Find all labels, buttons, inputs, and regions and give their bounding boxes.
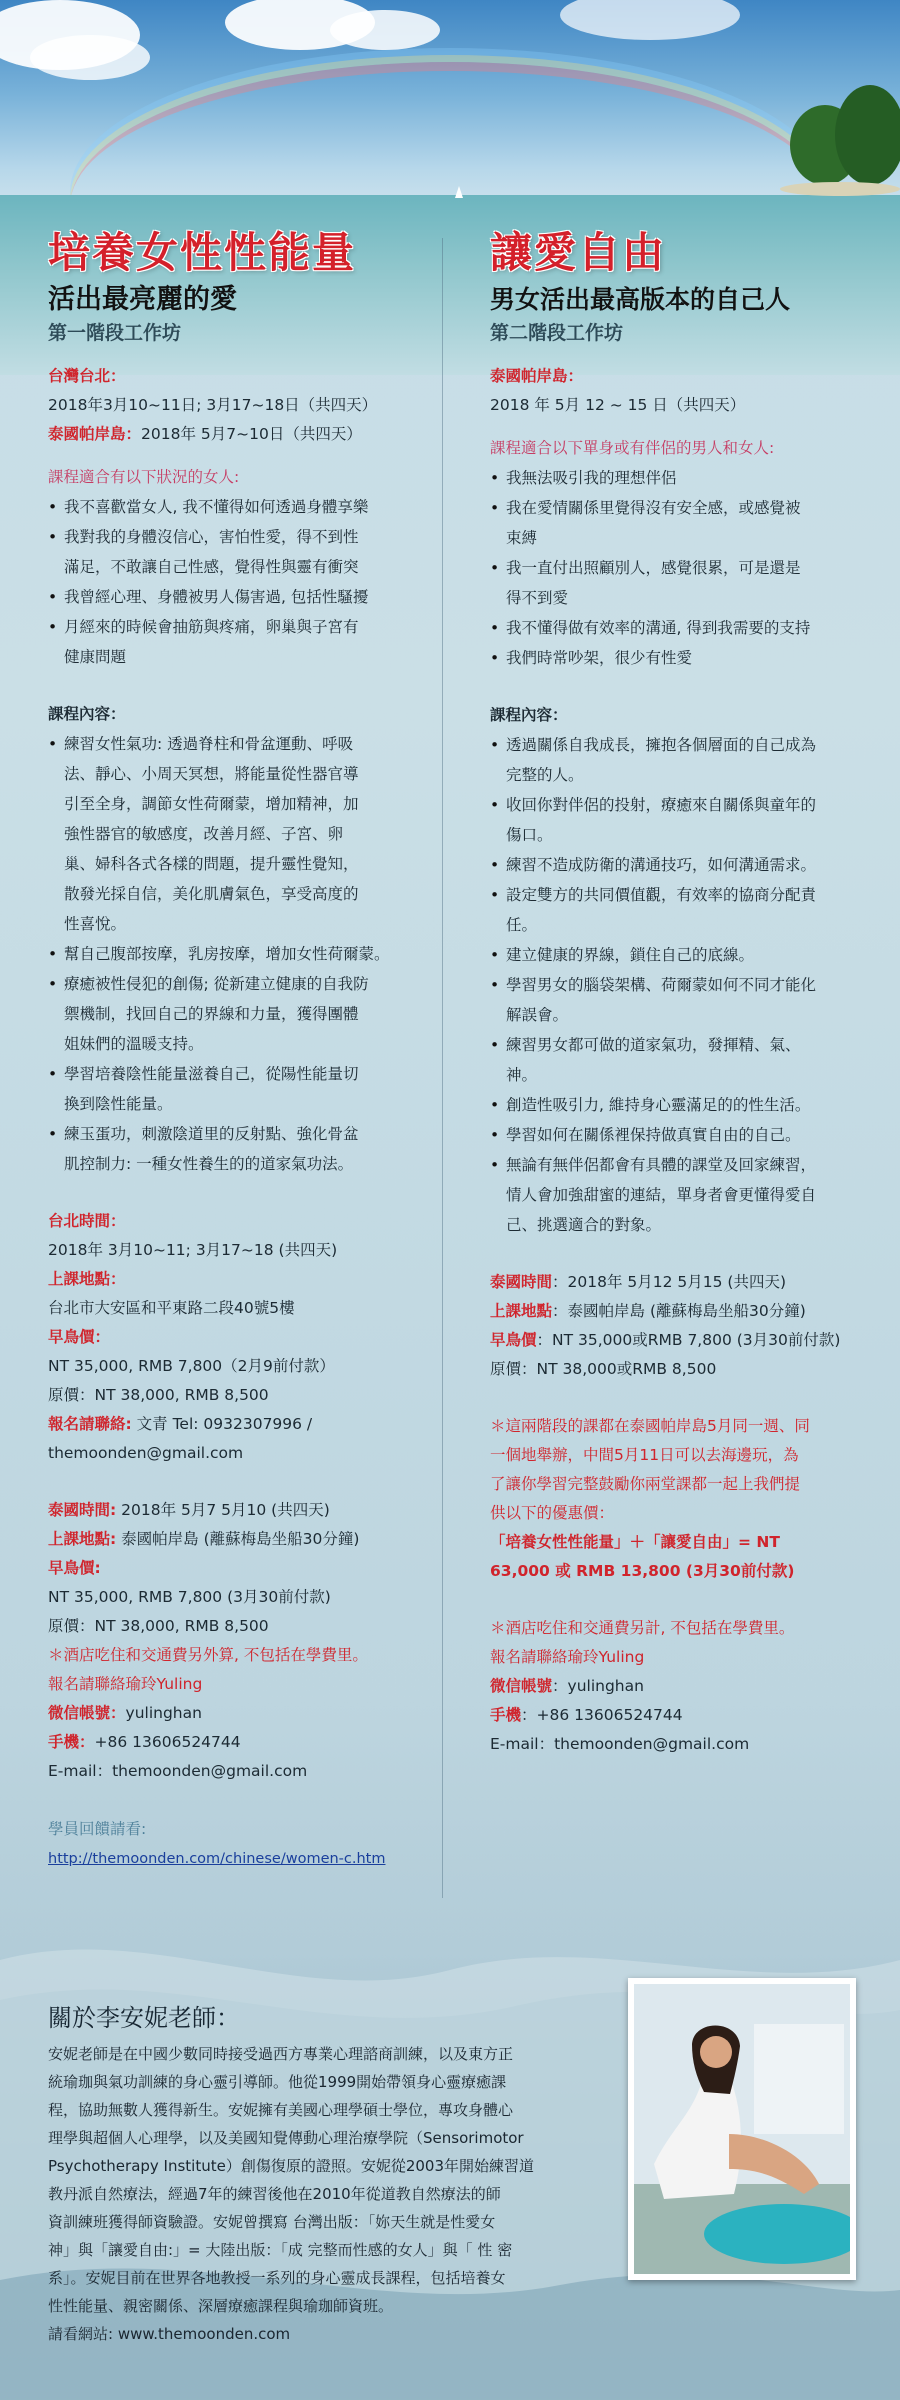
right-schedule-dates: 2018 年 5月 12 ~ 15 日（共四天） [490,396,746,414]
left-stage: 第一階段工作坊 [48,322,182,344]
promo-line: 了讓你學習完整鼓勵你兩堂課都一起上我們提 [490,1475,801,1493]
thailand-place: 泰國帕岸島 (離蘇梅島坐船30分鐘) [121,1530,360,1548]
phone-value: +86 13606524744 [94,1733,241,1751]
teacher-photo [628,1978,856,2280]
right-content-item-line: 透過關係自我成長，擁抱各個層面的自己成為 [506,736,817,754]
thailand-dates: 2018年 5月7~10日（共四天） [141,425,362,443]
about-line: 安妮老師是在中國少數同時接受過西方專業心理諮商訓練，以及東方正 [48,2045,514,2063]
promo-price-line: 63,000 或 RMB 13,800 (3月30前付款) [490,1562,795,1580]
taipei-early: NT 35,000, RMB 7,800（2月9前付款） [48,1357,335,1375]
about-line: 教丹派自然療法，經過7年的練習後他在2010年從道教自然療法的師 [48,2185,501,2203]
taipei-place-label: 上課地點： [48,1270,126,1288]
right-original: 原價：NT 38,000或RMB 8,500 [490,1360,717,1378]
right-content-item-line: 收回你對伴侶的投射，療癒來自關係與童年的 [506,796,817,814]
right-content-item-line: 無論有無伴侶都會有具體的課堂及回家練習， [506,1156,817,1174]
content-item-line: 引至全身，調節女性荷爾蒙，增加精神，加 [64,795,359,813]
right-content-item-line: 學習男女的腦袋架構、荷爾蒙如何不同才能化 [506,976,817,994]
thailand-contact: 報名請聯絡瑜玲Yuling [48,1675,203,1693]
about-line: 資訓練班獲得師資驗證。安妮曾撰寫 台灣出版：「妳天生就是性愛女 [48,2213,496,2231]
right-content-item [490,790,860,850]
testimonial-link[interactable]: http://themoonden.com/chinese/women-c.htm [48,1851,386,1867]
about-line: 請看網站: www.themoonden.com [48,2325,291,2343]
about-line: 系」。安妮目前在世界各地教授一系列的身心靈成長課程，包括培養女 [48,2269,506,2287]
wechat-label: 微信帳號： [48,1704,126,1722]
right-content-item-line: 完整的人。 [506,766,584,784]
right-suitable-item [490,643,860,673]
thailand-place-label: 上課地點: [48,1530,117,1548]
right-content-item-line: 情人會加強甜蜜的連結，單身者會更懂得愛自 [506,1186,817,1204]
suitable-item-line: 月經來的時候會抽筋與疼痛，卵巢與子宮有 [64,618,359,636]
right-title: 讓愛自由 [490,228,667,277]
content-heading: 課程內容： [48,705,126,723]
left-title: 培養女性性能量 [48,228,357,277]
right-content-item-line: 練習男女都可做的道家氣功，發揮精、氣、 [506,1036,801,1054]
suitable-list [48,492,428,672]
right-content-item-line: 練習不造成防衛的溝通技巧，如何溝通需求。 [506,856,817,874]
about-line: 神」與「讓愛自由:」= 大陸出版：「成 完整而性感的女人」與「 性 密 [48,2241,513,2259]
right-content-item-line: 解誤會。 [506,1006,569,1024]
thailand-time: 2018年 5月7 5月10 (共四天) [121,1501,330,1519]
content-item-line: 療癒被性侵犯的創傷; 從新建立健康的自我防 [64,975,369,993]
about-text [48,2040,618,2348]
promo-line: 一個地舉辦，中間5月11日可以去海邊玩，為 [490,1446,799,1464]
about-line: 理學與超個人心理學，以及美國知覺傳動心理治療學院（Sensorimotor [48,2129,524,2147]
content-item-line: 學習培養陰性能量滋養自己，從陽性能量切 [64,1065,359,1083]
right-suitable-item-line: 我們時常吵架，很少有性愛 [506,649,693,667]
content-item [48,969,428,1059]
right-phone-value: ：+86 13606524744 [521,1706,683,1724]
right-suitable-item-line: 我不懂得做有效率的溝通, 得到我需要的支持 [506,619,811,637]
suitable-item-line: 我不喜歡當女人, 我不懂得如何透過身體享樂 [64,498,369,516]
right-content-item [490,730,860,790]
content-item-line: 性喜悅。 [64,915,127,933]
right-note: ＊酒店吃住和交通費另計, 不包括在學費里。 [490,1619,795,1637]
right-content-item [490,850,860,880]
taipei-label: 台灣台北： [48,367,126,385]
right-time-label: 泰國時間 [490,1273,553,1291]
right-content-item-line: 學習如何在關係裡保持做真實自由的自己。 [506,1126,801,1144]
thailand-label: 泰國帕岸島： [48,425,142,443]
content-item-line: 練玉蛋功，刺激陰道里的反射點、強化骨盆 [64,1125,359,1143]
right-subtitle: 男女活出最高版本的自己人 [490,285,791,314]
about-title: 關於李安妮老師： [48,2004,240,2032]
about-line: 性性能量、親密關係、深層療癒課程與瑜珈師資班。 [48,2297,394,2315]
promo-line: 供以下的優惠價： [490,1504,615,1522]
thailand-original: 原價：NT 38,000, RMB 8,500 [48,1617,269,1635]
taipei-dates: 2018年3月10~11日; 3月17~18日（共四天） [48,396,378,414]
taipei-time-label: 台北時間： [48,1212,126,1230]
about-line: 程，協助無數人獲得新生。安妮擁有美國心理學碩士學位，專攻身體心 [48,2101,514,2119]
right-wechat-value: ：yulinghan [552,1677,644,1695]
content-item-line: 巢、婦科各式各樣的問題，提升靈性覺知， [64,855,359,873]
left-subtitle: 活出最亮麗的愛 [48,284,237,315]
suitable-item [48,492,428,522]
taipei-email: themoonden@gmail.com [48,1444,244,1462]
promo-line: ＊這兩階段的課都在泰國帕岸島5月同一週、同 [490,1417,810,1435]
suitable-item-line: 健康問題 [64,648,127,666]
content-item-line: 散發光採自信，美化肌膚氣色，享受高度的 [64,885,359,903]
right-place-label: 上課地點 [490,1302,553,1320]
about-line: Psychotherapy Institute）創傷復原的證照。安妮從2003年開始練習道 [48,2157,535,2175]
promo-price [490,1528,860,1586]
right-content-item-line: 神。 [506,1066,538,1084]
right-content-item-line: 任。 [506,916,538,934]
right-suitable-item-line: 我無法吸引我的理想伴侶 [506,469,677,487]
phone-label: 手機： [48,1733,95,1751]
thailand-note: ＊酒店吃住和交通費另外算, 不包括在學費里。 [48,1646,368,1664]
right-suitable-item [490,613,860,643]
right-stage: 第二階段工作坊 [490,322,624,344]
right-early: ：NT 35,000或RMB 7,800 (3月30前付款) [536,1331,841,1349]
about-section [48,1998,618,2348]
suitable-item [48,612,428,672]
suitable-heading: 課程適合有以下狀況的女人: [48,468,240,486]
right-content-item-line: 傷口。 [506,826,553,844]
right-content-item [490,1090,860,1120]
sailboat [455,186,463,198]
testimonial-label: 學員回饋請看: [48,1820,147,1838]
right-phone-label: 手機 [490,1706,522,1724]
content-item [48,1119,428,1179]
content-item [48,729,428,939]
right-content-item [490,1030,860,1090]
island-trees [780,70,900,210]
right-content-item [490,880,860,940]
taipei-time: 2018年 3月10~11; 3月17~18 (共四天) [48,1241,338,1259]
right-content-item-line: 建立健康的界線，鎖住自己的底線。 [506,946,755,964]
right-suitable-item-line: 得不到愛 [506,589,569,607]
right-email: E-mail：themoonden@gmail.com [490,1735,750,1753]
suitable-item [48,522,428,582]
right-content-heading: 課程內容： [490,706,568,724]
right-content-item-line: 創造性吸引力, 維持身心靈滿足的的性生活。 [506,1096,811,1114]
right-suitable-item-line: 束縛 [506,529,538,547]
right-content-list [490,730,860,1240]
cloud [30,35,150,80]
thailand-time-label: 泰國時間: [48,1501,117,1519]
right-content-item-line: 己、挑選適合的對象。 [506,1216,662,1234]
right-suitable-item [490,553,860,613]
right-suitable-item-line: 我在愛情關係里覺得沒有安全感，或感覺被 [506,499,801,517]
promo-text [490,1412,860,1528]
taipei-original: 原價：NT 38,000, RMB 8,500 [48,1386,269,1404]
suitable-item-line: 我對我的身體沒信心，害怕性愛，得不到性 [64,528,359,546]
right-suitable-item-line: 我一直付出照顧別人，感覺很累，可是還是 [506,559,801,577]
right-suitable-item [490,463,860,493]
right-content-item-line: 設定雙方的共同價值觀，有效率的協商分配責 [506,886,817,904]
content-item-line: 強性器官的敏感度，改善月經、子宮、卵 [64,825,344,843]
right-suitable-list [490,463,860,673]
content-item-line: 肌控制力: 一種女性養生的的道家氣功法。 [64,1155,354,1173]
suitable-item-line: 滿足，不敢讓自己性感，覺得性與靈有衝突 [64,558,359,576]
cloud [330,10,440,50]
wechat-value: yulinghan [125,1704,202,1722]
right-wechat-label: 微信帳號 [490,1677,553,1695]
right-time: ：2018年 5月12 5月15 (共四天) [552,1273,787,1291]
email-value: E-mail：themoonden@gmail.com [48,1762,308,1780]
content-item-line: 換到陰性能量。 [64,1095,173,1113]
right-content-item [490,1120,860,1150]
promo-price-line: 「培養女性性能量」＋「讓愛自由」= NT [490,1533,780,1551]
content-list [48,729,428,1179]
right-early-label: 早鳥價 [490,1331,537,1349]
right-content-item [490,970,860,1030]
content-item-line: 姐妹們的溫暖支持。 [64,1035,204,1053]
content-item [48,1059,428,1119]
content-item-line: 練習女性氣功: 透過脊柱和骨盆運動、呼吸 [64,735,354,753]
taipei-place: 台北市大安區和平東路二段40號5樓 [48,1299,295,1317]
content-item-line: 幫自己腹部按摩，乳房按摩，增加女性荷爾蒙。 [64,945,390,963]
suitable-item-line: 我曾經心理、身體被男人傷害過, 包括性騷擾 [64,588,369,606]
suitable-item [48,582,428,612]
thailand-early-label: 早鳥價: [48,1559,101,1577]
thailand-early: NT 35,000, RMB 7,800 (3月30前付款) [48,1588,331,1606]
right-content-item [490,1150,860,1240]
taipei-early-label: 早鳥價： [48,1328,111,1346]
right-column [490,226,860,1759]
teacher-photo-illustration [634,1984,850,2274]
about-line: 統瑜珈與氣功訓練的身心靈引導師。他從1999開始帶領身心靈療癒課 [48,2073,507,2091]
content-item-line: 禦機制，找回自己的界線和力量，獲得團體 [64,1005,359,1023]
column-divider [442,238,443,1898]
right-suitable-heading: 課程適合以下單身或有伴侶的男人和女人: [490,439,775,457]
right-schedule-label: 泰國帕岸島： [490,367,584,385]
left-column [48,226,428,1874]
right-place: ：泰國帕岸島 (離蘇梅島坐船30分鐘) [552,1302,806,1320]
content-item-line: 法、靜心、小周天冥想，將能量從性器官導 [64,765,359,783]
right-content-item [490,940,860,970]
right-suitable-item [490,493,860,553]
taipei-signup: 文青 Tel: 0932307996 / [136,1415,313,1433]
taipei-signup-label: 報名請聯絡: [48,1415,132,1433]
right-contact: 報名請聯絡瑜玲Yuling [490,1648,645,1666]
content-item [48,939,428,969]
